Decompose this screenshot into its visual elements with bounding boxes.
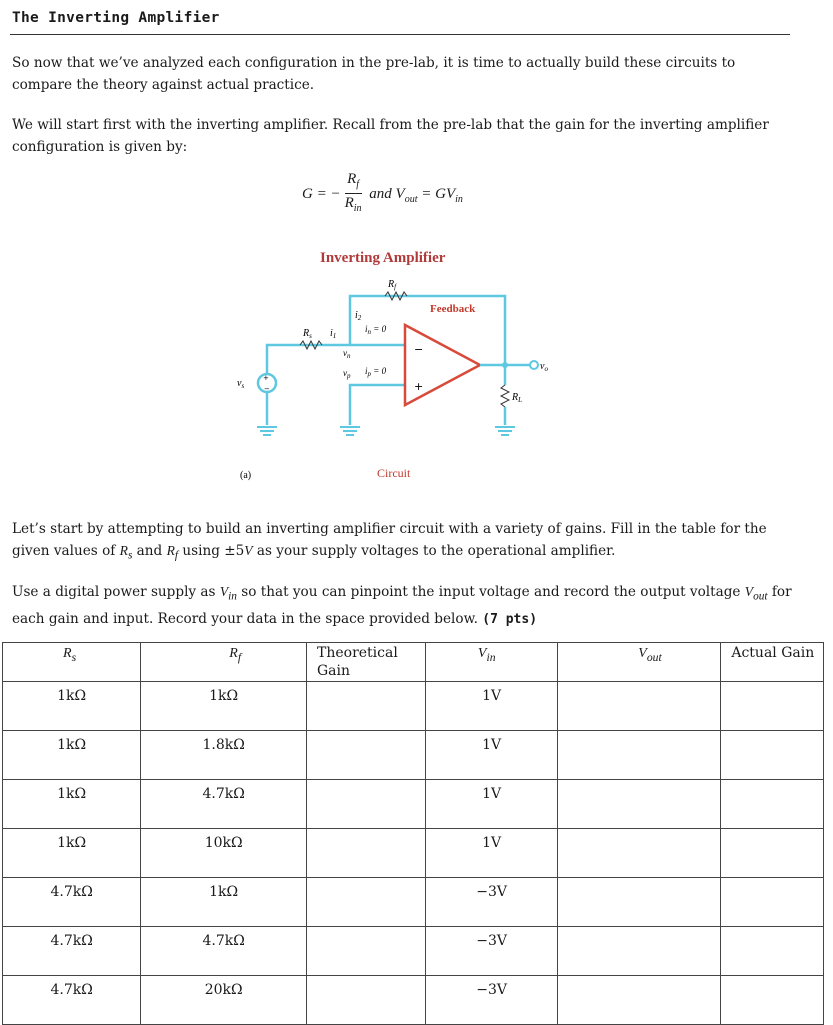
table-row [3,878,824,927]
header-vout [558,643,721,682]
table-row [3,682,824,731]
instruction-paragraph-1 [12,518,792,567]
cell-rs: 1kΩ [3,780,141,829]
ip-label: $i_p = 0$ [365,366,387,378]
cell-rs: 4.7kΩ [3,927,141,976]
intro-paragraph: So now that we’ve analyzed each configuration in the pre-lab, it is time to actually build these circuits to compare the theory against actual practice. [12,55,736,93]
formula-den-r: R [344,195,354,211]
cell-rs: 1kΩ [3,682,141,731]
vo-label: $v_o$ [540,361,548,373]
cell-vout[interactable] [558,829,721,878]
header-vin-text: V [477,646,487,661]
cell-rs: 1kΩ [3,731,141,780]
instr2-vin-sub: in [228,590,237,603]
header-vin [425,643,557,682]
vs-label: $v_s$ [237,378,245,390]
header-theo-line1: Theoretical [317,645,398,661]
cell-vin: −3V [425,976,557,1025]
cell-actual-gain[interactable] [721,927,824,976]
in-label: $i_n = 0$ [365,324,387,336]
circuit-heading: Inverting Amplifier [320,250,446,266]
instr2-text-a: Use a digital power supply as [12,584,220,600]
instr1-rf: R [166,543,175,558]
cell-rs: 4.7kΩ [3,878,141,927]
cell-vout[interactable] [558,731,721,780]
cell-vin: 1V [425,731,557,780]
circuit-caption: Circuit [377,466,411,480]
cell-theoretical-gain[interactable] [307,976,426,1025]
vn-label: $v_n$ [343,348,351,360]
cell-rf: 1kΩ [141,682,307,731]
source-plus: + [263,374,269,382]
table-row [3,927,824,976]
title-divider [10,34,790,35]
header-rs-sub: s [71,650,77,664]
formula-den-sub: in [353,203,362,214]
cell-rf: 10kΩ [141,829,307,878]
cell-theoretical-gain[interactable] [307,829,426,878]
instr2-text-b: so that you can pinpoint the input voltage and record the output voltage [236,584,745,600]
formula-and-vout: and V [369,185,405,202]
panel-label: (a) [240,470,252,481]
instr1-text-a: Let’s start by attempting to build an inverting amplifier circuit with a variety of gains. Fill in the table for the given values of [12,521,767,559]
vo-terminal [530,361,538,369]
i2-label: $i_2$ [355,310,362,322]
points-label: (7 pts) [482,611,538,627]
instr1-rs: R [119,543,128,558]
header-rf-text: R [229,646,238,661]
cell-actual-gain[interactable] [721,731,824,780]
ground-symbols [257,427,515,435]
header-actual-text: Actual Gain [731,645,815,661]
header-rf [141,643,307,682]
start-paragraph: We will start first with the inverting amplifier. Recall from the pre-lab that the gain for the inverting amplifier configuration is given by: [12,117,769,155]
cell-rf: 4.7kΩ [141,780,307,829]
cell-actual-gain[interactable] [721,976,824,1025]
feedback-label: Feedback [430,303,476,315]
formula-numerator [345,171,362,194]
vp-label: $v_p$ [343,368,351,380]
cell-vin: 1V [425,780,557,829]
header-actual-gain [721,643,824,682]
formula-eq-gv: = GV [417,185,456,202]
formula-fraction [345,171,362,218]
formula-num-r: R [347,171,357,187]
header-theoretical-gain [307,643,426,682]
cell-vout[interactable] [558,878,721,927]
formula-num-sub: f [356,179,360,190]
cell-vin: 1V [425,829,557,878]
cell-vout[interactable] [558,976,721,1025]
plus-input-wire [350,385,405,425]
instr2-text-c: for each gain and input. Record your data in the space provided below. [12,584,792,627]
cell-rf: 20kΩ [141,976,307,1025]
source-minus: − [264,385,270,393]
cell-theoretical-gain[interactable] [307,878,426,927]
data-table [2,642,824,1025]
table-header-row [3,643,824,682]
cell-vin: −3V [425,878,557,927]
header-rs-text: R [63,646,72,661]
cell-rf: 1.8kΩ [141,731,307,780]
instr2-vout-sub: out [753,590,768,603]
formula-lhs: G = − [302,185,341,202]
cell-actual-gain[interactable] [721,878,824,927]
cell-vin: −3V [425,927,557,976]
instr1-text-c: as your supply voltages to the operational amplifier. [252,543,616,559]
gain-formula [302,171,463,218]
page-title: The Inverting Amplifier [12,10,220,26]
header-rs [3,643,141,682]
cell-rs: 1kΩ [3,829,141,878]
cell-theoretical-gain[interactable] [307,682,426,731]
cell-theoretical-gain[interactable] [307,780,426,829]
table-row [3,780,824,829]
instr1-rf-sub: f [174,549,179,562]
cell-actual-gain[interactable] [721,780,824,829]
cell-actual-gain[interactable] [721,682,824,731]
rl-resistor [501,385,509,407]
cell-rs: 4.7kΩ [3,976,141,1025]
i1-label: $i_1$ [330,328,337,340]
header-vout-text: V [638,646,647,661]
circuit-diagram [225,240,585,490]
opamp-minus: − [414,343,424,356]
formula-vout-sub: out [404,193,418,205]
instr1-v: V [244,543,253,558]
cell-vout[interactable] [558,780,721,829]
header-vout-sub: out [646,650,662,664]
table-row [3,976,824,1025]
cell-vin: 1V [425,682,557,731]
rf-label: $R_f$ [388,279,397,291]
instr1-and: and [132,543,167,559]
opamp-triangle [405,325,480,405]
cell-vout[interactable] [558,927,721,976]
cell-vout[interactable] [558,682,721,731]
header-vin-sub: in [486,650,496,664]
header-rf-sub: f [237,650,242,664]
cell-theoretical-gain[interactable] [307,731,426,780]
table-row [3,829,824,878]
rs-label: $R_s$ [303,328,312,340]
instr1-text-b: using ±5 [178,543,245,559]
cell-actual-gain[interactable] [721,829,824,878]
header-theo-line2: Gain [317,663,351,679]
instr2-vin: V [219,584,229,599]
cell-rf: 1kΩ [141,878,307,927]
cell-rf: 4.7kΩ [141,927,307,976]
rl-label: $R_L$ [512,392,523,404]
instr1-rs-sub: s [127,549,133,562]
formula-vin-sub: in [455,193,463,205]
table-row [3,731,824,780]
opamp-plus: + [414,380,424,393]
instruction-paragraph-2 [12,581,792,631]
cell-theoretical-gain[interactable] [307,927,426,976]
instr2-vout: V [744,584,754,599]
formula-denominator [345,194,362,218]
